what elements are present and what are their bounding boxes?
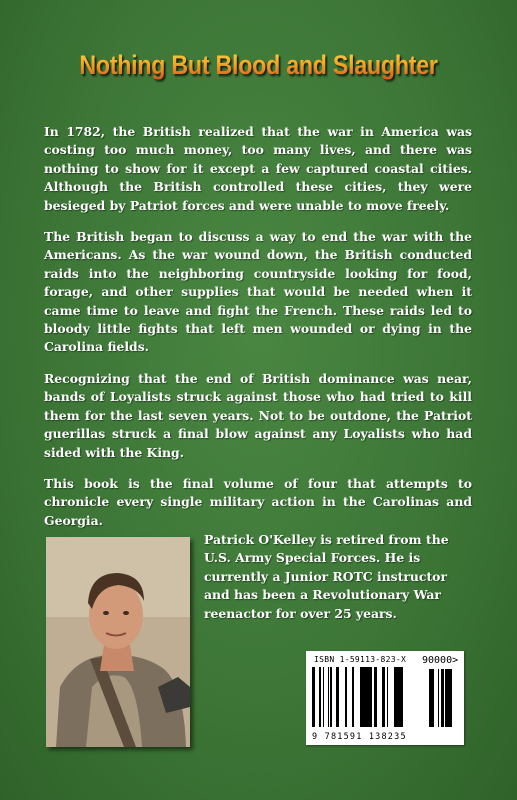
barcode-bar: [361, 667, 364, 727]
barcode-bar: [383, 667, 385, 727]
barcode-bar: [448, 669, 450, 727]
blurb-paragraph-4: This book is the final volume of four that attempts to chronicle every single military action in the Carolinas and Georgia.: [44, 475, 472, 528]
barcode-bar: [429, 669, 431, 727]
barcode-bar: [396, 667, 398, 727]
barcode-bar: [446, 669, 448, 727]
barcode-bar: [367, 667, 370, 727]
barcode-bar: [445, 669, 446, 727]
barcode-bar: [394, 667, 396, 727]
isbn-label: ISBN 1-59113-823-X: [314, 655, 407, 664]
barcode-bar: [331, 667, 332, 727]
barcode-bar: [370, 667, 372, 727]
barcode-bar: [443, 669, 444, 727]
ean-digits: 9 781591 138235: [312, 732, 407, 742]
barcode-bars: [312, 667, 416, 727]
blurb-paragraph-2: The British began to discuss a way to end the war with the Americans. As the war wound down, the British conducted raids into the neighboring countryside looking for food, forage, and other supplies that would be needed when it came time to leave and fight the French. These raids led to bloody little fights that left men wounded or dying in the Carolina fields.: [44, 229, 472, 355]
barcode-bar: [382, 667, 383, 727]
barcode-bar: [450, 669, 452, 727]
blurb: [44, 123, 472, 543]
author-photo: [46, 537, 190, 747]
barcode-bar: [336, 667, 339, 727]
price-code: 90000>: [422, 655, 459, 666]
barcode-bar: [387, 667, 388, 727]
barcode-bar: [312, 667, 315, 727]
barcode-bar: [431, 669, 433, 727]
author-portrait-illustration: [46, 537, 190, 747]
barcode-addon-bars: [422, 669, 458, 727]
barcode-bar: [352, 667, 354, 727]
barcode-bar: [399, 667, 400, 727]
barcode-bar: [330, 667, 331, 727]
author-bio: Patrick O'Kelley is retired from the U.S. Army Special Forces. He is currently a Junior ROTC instructor and has been a Revolutionary War reenactor for over 25 years.: [204, 532, 449, 621]
barcode-bar: [323, 667, 324, 727]
barcode-bar: [438, 669, 439, 727]
barcode-bar: [433, 669, 434, 727]
barcode-bar: [400, 667, 401, 727]
isbn-barcode: [306, 651, 464, 745]
barcode-bar: [328, 667, 329, 727]
barcode-bar: [398, 667, 399, 727]
barcode-bar: [319, 667, 321, 727]
barcode-bar: [360, 667, 361, 727]
barcode-bar: [441, 669, 443, 727]
barcode-bar: [364, 667, 367, 727]
barcode-bar: [345, 667, 347, 727]
barcode-bar: [401, 667, 403, 727]
barcode-bar: [376, 667, 377, 727]
barcode-bar: [374, 667, 376, 727]
blurb-paragraph-1: In 1782, the British realized that the war in America was costing too much money, too many lives, and there was nothing to show for it except a few captured coastal cities. Although the British controlled these cities, they were besieged by Patriot forces and were unable to move freely.: [44, 124, 472, 213]
book-title: Nothing But Blood and Slaughter: [36, 50, 481, 81]
blurb-paragraph-3: Recognizing that the end of British dominance was near, bands of Loyalists struck against those who had tried to kill them for the last seven years. Not to be outdone, the Patriot guerillas struck a final blow against any Loyalists who had sided with the King.: [44, 370, 472, 460]
